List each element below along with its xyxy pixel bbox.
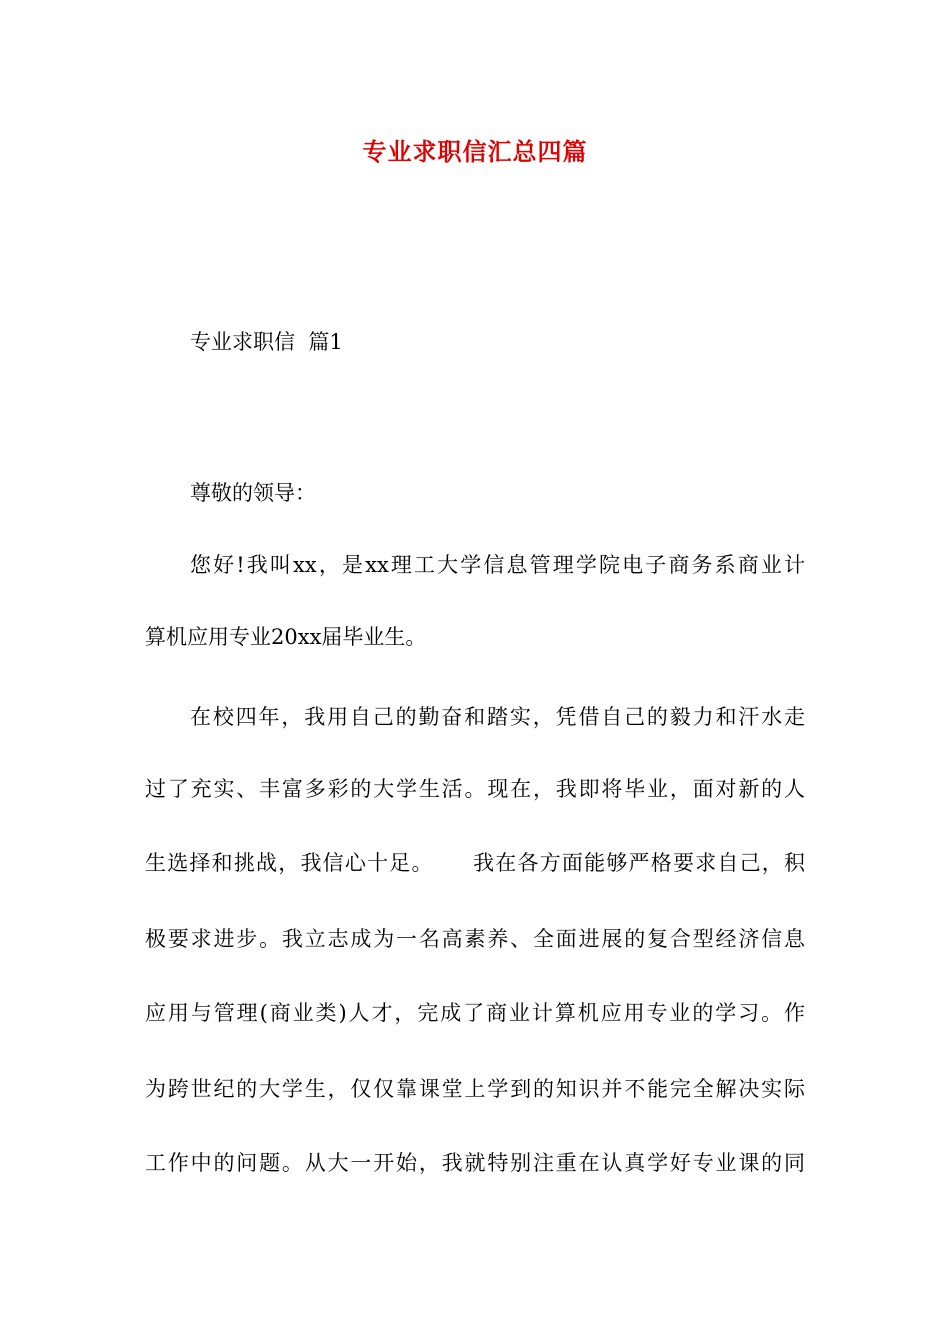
body-line: 为跨世纪的大学生，仅仅靠课堂上学到的知识并不能完全解决实际: [145, 1077, 805, 1101]
body-line: 生选择和挑战，我信心十足。 我在各方面能够严格要求自己，积: [145, 851, 805, 875]
salutation: 尊敬的领导：: [190, 481, 316, 505]
body-line: 应用与管理(商业类)人才，完成了商业计算机应用专业的学习。作: [145, 1001, 805, 1025]
body-line: 过了充实、丰富多彩的大学生活。现在，我即将毕业，面对新的人: [145, 777, 805, 801]
body-line: 您好!我叫xx，是xx理工大学信息管理学院电子商务系商业计: [190, 553, 805, 577]
body-line: 在校四年，我用自己的勤奋和踏实，凭借自己的毅力和汗水走: [190, 705, 805, 729]
body-line: 工作中的问题。从大一开始，我就特别注重在认真学好专业课的同: [145, 1151, 805, 1175]
body-line: 算机应用专业20xx届毕业生。: [145, 625, 427, 649]
body-line: 极要求进步。我立志成为一名高素养、全面进展的复合型经济信息: [145, 927, 805, 951]
section-heading: 专业求职信 篇1: [190, 330, 343, 354]
document-title: 专业求职信汇总四篇: [362, 137, 588, 166]
